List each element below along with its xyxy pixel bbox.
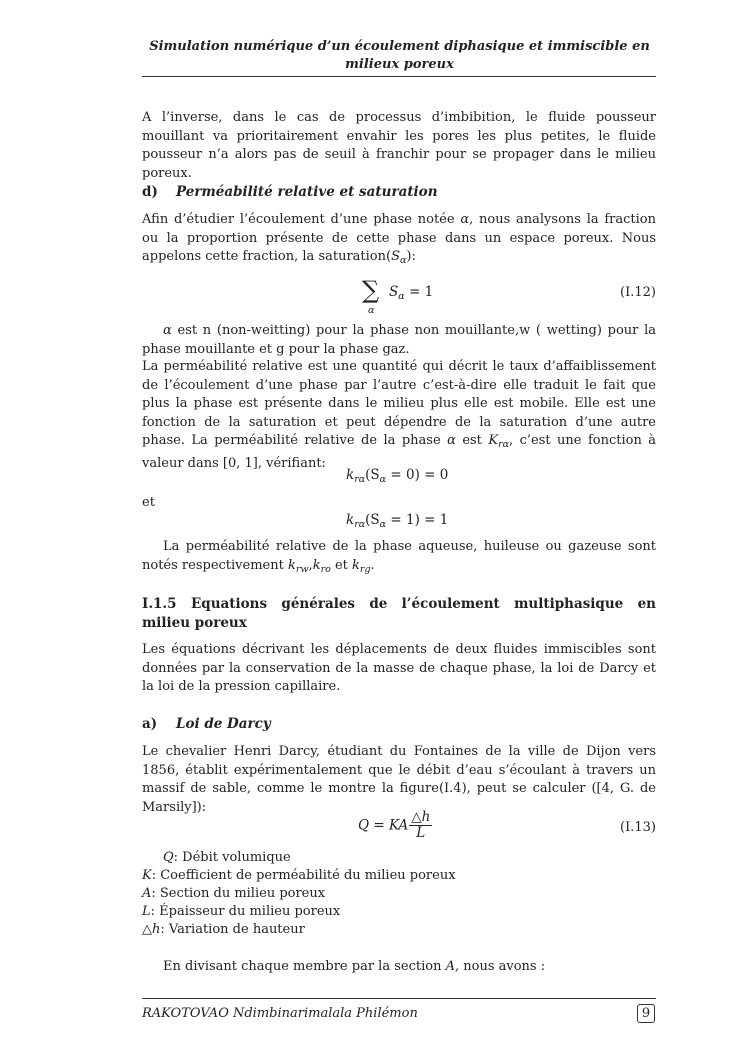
math-subscript: rα [354, 474, 366, 485]
equation-number-I-13: (I.13) [620, 820, 656, 835]
math-k: k [312, 557, 321, 573]
math-rhs: = 1) = 1 [386, 512, 449, 528]
paragraph-phase-notation [142, 538, 656, 579]
text-segment: , c’est une fonction à valeur dans [0, 1], vérifiant: [142, 433, 657, 471]
subsection-heading-d [142, 183, 656, 202]
text-segment: , nous analysons la fraction ou la proportion présente de cette phase dans un espace poreux. Nous appelons cette fraction, la saturation( [142, 212, 656, 265]
section-title: Equations générales de l’écoulement multiphasique en milieu poreux [142, 596, 656, 631]
text-segment: Afin d’étudier l’écoulement d’une phase notée [142, 212, 461, 227]
definition-symbol: A [142, 886, 152, 901]
definition-symbol: △h [142, 922, 161, 937]
footer-rule [142, 998, 656, 999]
definition-A [142, 885, 325, 903]
text-segment: La perméabilité relative est une quantité qui décrit le taux d’affaiblissement de l’écoulement d’une phase par l’autre c’est-à-dire elle traduit le fait que plus la phase est présente dans le milieu plus elle est mobile. Elle est une fonction de la saturation et peut dépendre de la saturation d’une autre phase. La perméabilité relative de la phase [142, 359, 656, 449]
paragraph-darcy: Le chevalier Henri Darcy, étudiant du Fontaines de la ville de Dijon vers 1856, établit expérimentalement que le débit d’eau s’écoulant à travers un massif de sable, comme le montre la figure(I.4), peut se calculer ([4, G. de Marsily]): [142, 744, 656, 815]
text-segment: est n (non-weitting) pour la phase non mouillante,w ( wetting) pour la phase mouillante et g pour la phase gaz. [142, 323, 656, 357]
definition-text: : Coefficient de perméabilité du milieu poreux [151, 868, 456, 883]
text-segment: En divisant chaque membre par la section [163, 959, 446, 974]
definition-text: : Variation de hauteur [160, 922, 305, 937]
definition-Q [163, 849, 291, 867]
text-segment: , nous avons : [454, 959, 546, 974]
math-rhs: = 1 [404, 284, 434, 300]
text-segment: . [370, 557, 375, 573]
text-segment: La perméabilité relative de la phase aqueuse, huileuse ou gazeuse sont notés respectivement [142, 539, 656, 573]
fraction-numerator: △h [411, 809, 431, 825]
math-alpha: α [460, 212, 470, 227]
math-subscript: rg [359, 563, 371, 575]
math-paren: (S [365, 512, 380, 528]
heading-a-title: Loi de Darcy [176, 716, 271, 732]
section-number: I.1.5 [142, 596, 177, 612]
header-rule [142, 76, 656, 77]
math-k: k [346, 467, 355, 483]
definition-text: : Section du milieu poreux [151, 886, 326, 901]
paragraph-dividing [142, 958, 656, 977]
paragraph-relative-permeability [142, 358, 656, 474]
running-header [143, 38, 656, 74]
equation-kr-zero [346, 467, 448, 485]
math-subscript: rw [295, 563, 309, 575]
text-segment: est [455, 433, 489, 449]
equation-I-12-body [389, 284, 433, 302]
summation-index: α [368, 305, 375, 316]
math-alpha: α [163, 323, 172, 338]
math-paren: (S [365, 467, 380, 483]
equation-number-I-12: (I.12) [620, 285, 656, 300]
math-subscript: α [399, 255, 407, 267]
text-segment: et [330, 557, 353, 573]
page-number: 9 [637, 1004, 655, 1023]
heading-d-title: Perméabilité relative et saturation [176, 184, 438, 200]
equation-kr-one [346, 512, 448, 530]
math-A: A [445, 959, 455, 974]
definition-L [142, 903, 340, 921]
text-et: et [142, 495, 155, 510]
math-subscript: ro [320, 563, 331, 575]
math-k: k [346, 512, 355, 528]
heading-a-number: a) [142, 716, 158, 732]
fraction [409, 810, 432, 841]
paragraph-saturation-intro [142, 211, 656, 271]
definition-symbol: K [142, 868, 152, 883]
definition-text: : Épaisseur du milieu poreux [150, 904, 341, 919]
math-subscript: rα [498, 439, 510, 451]
text-segment: ): [406, 249, 416, 265]
math-rhs: = 0) = 0 [386, 467, 449, 483]
equation-I-13-lhs: Q = KA [358, 817, 409, 834]
subsection-heading-a [142, 715, 656, 734]
math-alpha: α [447, 433, 456, 449]
summation-symbol: ∑ [362, 276, 380, 304]
header-title-line-2: milieux poreux [345, 57, 454, 72]
math-subscript: rα [354, 519, 366, 530]
math-S: S [391, 249, 400, 265]
definition-K [142, 867, 456, 885]
math-k: k [352, 557, 360, 573]
math-K: K [488, 433, 499, 449]
paragraph-equations-intro: Les équations décrivant les déplacements de deux fluides immiscibles sont données par la conservation de la masse de chaque phase, la loi de Darcy et la loi de la pression capillaire. [142, 642, 656, 695]
fraction-denominator: L [416, 825, 426, 841]
header-title-line-1: Simulation numérique d’un écoulement diphasique et immiscible en [149, 39, 650, 54]
math-subscript: α [398, 291, 405, 302]
text-segment: , [308, 557, 313, 573]
definition-symbol: Q [163, 850, 174, 865]
math-subscript: α [379, 474, 387, 485]
heading-d-number: d) [142, 184, 158, 200]
paragraph-alpha-definition [142, 322, 656, 359]
definition-symbol: L [142, 904, 151, 919]
paragraph-imbibition: A l’inverse, dans le cas de processus d’imbibition, le fluide pousseur mouillant va prioritairement envahir les pores les plus petites, le fluide pousseur n’a alors pas de seuil à franchir pour se propager dans le milieu poreux. [142, 110, 656, 181]
equation-I-13 [358, 810, 432, 841]
definition-delta-h [142, 921, 305, 939]
math-k: k [287, 557, 296, 573]
math-S: S [389, 284, 399, 300]
footer-author: RAKOTOVAO Ndimbinarimalala Philémon [142, 1006, 418, 1021]
section-heading-I-1-5 [142, 595, 656, 633]
math-subscript: α [379, 519, 387, 530]
definition-text: : Débit volumique [173, 850, 291, 865]
